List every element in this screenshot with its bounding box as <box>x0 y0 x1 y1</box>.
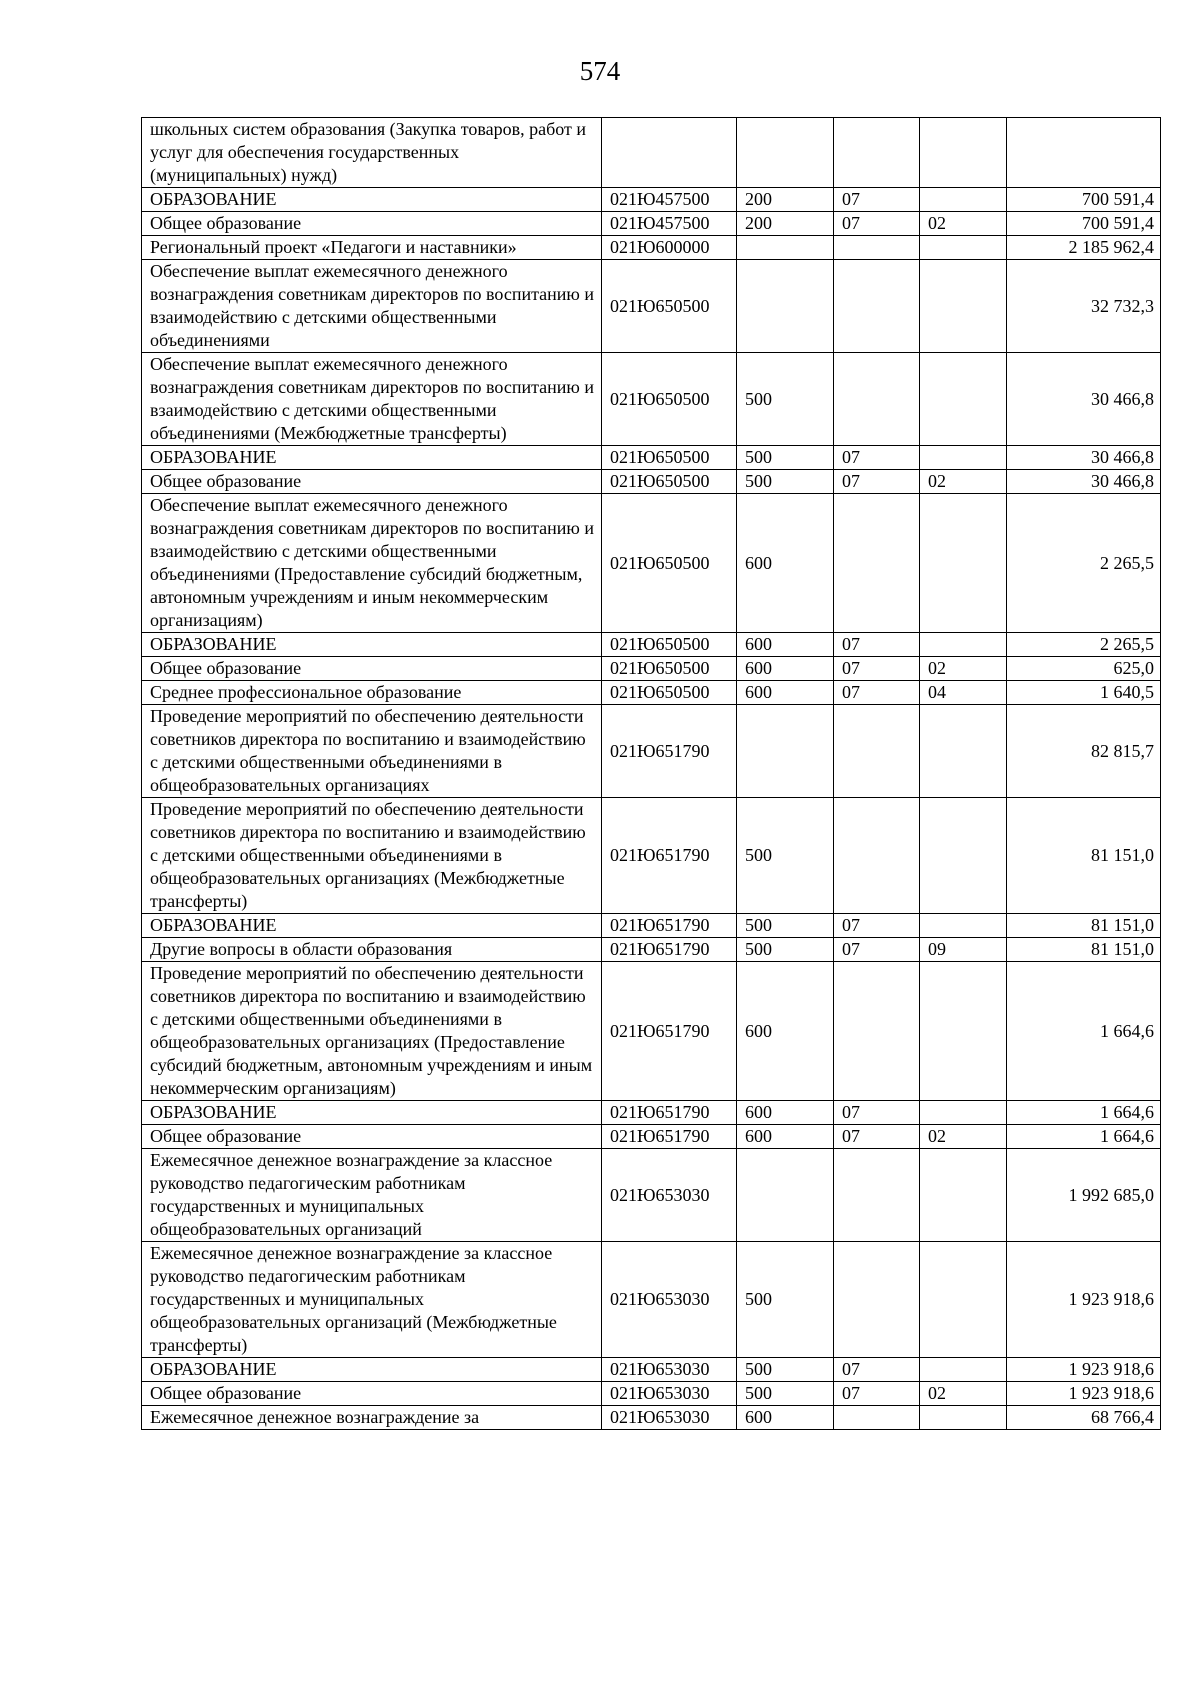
section-cell: 07 <box>834 633 920 657</box>
expense-type-cell: 600 <box>737 633 834 657</box>
expense-type-cell: 500 <box>737 470 834 494</box>
subsection-cell <box>920 633 1007 657</box>
name-cell: Общее образование <box>142 212 602 236</box>
subsection-cell <box>920 1101 1007 1125</box>
table-row <box>142 1406 1161 1430</box>
code-cell: 021Ю651790 <box>602 938 737 962</box>
name-cell: ОБРАЗОВАНИЕ <box>142 188 602 212</box>
subsection-cell <box>920 914 1007 938</box>
section-cell <box>834 705 920 798</box>
subsection-cell: 02 <box>920 1125 1007 1149</box>
table-row <box>142 188 1161 212</box>
section-cell: 07 <box>834 1125 920 1149</box>
table-row <box>142 118 1161 188</box>
name-cell: Обеспечение выплат ежемесячного денежного вознаграждения советникам директоров по воспитанию и взаимодействию с детскими общественными объединениями <box>142 260 602 353</box>
expense-type-cell: 500 <box>737 938 834 962</box>
amount-cell: 1 923 918,6 <box>1007 1358 1161 1382</box>
table-row <box>142 681 1161 705</box>
expense-type-cell: 500 <box>737 1358 834 1382</box>
section-cell: 07 <box>834 681 920 705</box>
expense-type-cell: 200 <box>737 188 834 212</box>
subsection-cell <box>920 1358 1007 1382</box>
expense-type-cell: 600 <box>737 494 834 633</box>
expense-type-cell: 600 <box>737 1101 834 1125</box>
subsection-cell <box>920 1242 1007 1358</box>
name-cell: Общее образование <box>142 470 602 494</box>
section-cell: 07 <box>834 212 920 236</box>
name-cell: ОБРАЗОВАНИЕ <box>142 633 602 657</box>
table-row <box>142 938 1161 962</box>
table-row <box>142 633 1161 657</box>
table-row <box>142 705 1161 798</box>
section-cell <box>834 353 920 446</box>
table-row <box>142 236 1161 260</box>
amount-cell: 700 591,4 <box>1007 188 1161 212</box>
table-row <box>142 353 1161 446</box>
budget-table-body <box>142 118 1161 1430</box>
name-cell: Ежемесячное денежное вознаграждение за классное руководство педагогическим работникам государственных и муниципальных общеобразовательных организаций (Межбюджетные трансферты) <box>142 1242 602 1358</box>
amount-cell: 81 151,0 <box>1007 798 1161 914</box>
name-cell: Региональный проект «Педагоги и наставники» <box>142 236 602 260</box>
section-cell <box>834 260 920 353</box>
amount-cell: 68 766,4 <box>1007 1406 1161 1430</box>
code-cell: 021Ю651790 <box>602 1125 737 1149</box>
table-row <box>142 798 1161 914</box>
amount-cell: 1 664,6 <box>1007 1125 1161 1149</box>
name-cell: Общее образование <box>142 1382 602 1406</box>
table-row <box>142 470 1161 494</box>
name-cell: Обеспечение выплат ежемесячного денежного вознаграждения советникам директоров по воспитанию и взаимодействию с детскими общественными объединениями (Предоставление субсидий бюджетным, автономным учреждениям и иным некоммерческим организациям) <box>142 494 602 633</box>
table-row <box>142 494 1161 633</box>
name-cell: Ежемесячное денежное вознаграждение за классное руководство педагогическим работникам государственных и муниципальных общеобразовательных организаций <box>142 1149 602 1242</box>
code-cell: 021Ю653030 <box>602 1149 737 1242</box>
section-cell: 07 <box>834 188 920 212</box>
code-cell: 021Ю651790 <box>602 1101 737 1125</box>
amount-cell: 1 640,5 <box>1007 681 1161 705</box>
expense-type-cell: 200 <box>737 212 834 236</box>
subsection-cell: 02 <box>920 470 1007 494</box>
table-row <box>142 1382 1161 1406</box>
expense-type-cell: 600 <box>737 1125 834 1149</box>
table-row <box>142 1125 1161 1149</box>
amount-cell: 1 992 685,0 <box>1007 1149 1161 1242</box>
subsection-cell <box>920 446 1007 470</box>
page-number: 574 <box>579 56 621 86</box>
table-row <box>142 962 1161 1101</box>
subsection-cell <box>920 705 1007 798</box>
code-cell <box>602 118 737 188</box>
code-cell: 021Ю600000 <box>602 236 737 260</box>
section-cell: 07 <box>834 1101 920 1125</box>
expense-type-cell: 600 <box>737 1406 834 1430</box>
name-cell: ОБРАЗОВАНИЕ <box>142 1358 602 1382</box>
section-cell: 07 <box>834 1382 920 1406</box>
name-cell: Общее образование <box>142 1125 602 1149</box>
table-row <box>142 914 1161 938</box>
section-cell: 07 <box>834 446 920 470</box>
expense-type-cell <box>737 118 834 188</box>
subsection-cell <box>920 798 1007 914</box>
amount-cell: 30 466,8 <box>1007 353 1161 446</box>
code-cell: 021Ю650500 <box>602 470 737 494</box>
code-cell: 021Ю650500 <box>602 260 737 353</box>
name-cell: Проведение мероприятий по обеспечению деятельности советников директора по воспитанию и взаимодействию с детскими общественными объединениями в общеобразовательных организациях (Межбюджетные трансферты) <box>142 798 602 914</box>
code-cell: 021Ю457500 <box>602 188 737 212</box>
section-cell <box>834 118 920 188</box>
subsection-cell <box>920 1149 1007 1242</box>
expense-type-cell: 500 <box>737 353 834 446</box>
section-cell <box>834 1149 920 1242</box>
code-cell: 021Ю650500 <box>602 446 737 470</box>
subsection-cell <box>920 118 1007 188</box>
code-cell: 021Ю651790 <box>602 962 737 1101</box>
amount-cell: 2 185 962,4 <box>1007 236 1161 260</box>
name-cell: Обеспечение выплат ежемесячного денежного вознаграждения советникам директоров по воспитанию и взаимодействию с детскими общественными объединениями (Межбюджетные трансферты) <box>142 353 602 446</box>
code-cell: 021Ю653030 <box>602 1358 737 1382</box>
section-cell <box>834 236 920 260</box>
code-cell: 021Ю653030 <box>602 1242 737 1358</box>
table-row <box>142 1358 1161 1382</box>
code-cell: 021Ю651790 <box>602 798 737 914</box>
expense-type-cell: 600 <box>737 962 834 1101</box>
code-cell: 021Ю650500 <box>602 494 737 633</box>
expense-type-cell: 500 <box>737 1382 834 1406</box>
table-row <box>142 260 1161 353</box>
subsection-cell <box>920 962 1007 1101</box>
table-row <box>142 446 1161 470</box>
name-cell: ОБРАЗОВАНИЕ <box>142 914 602 938</box>
section-cell <box>834 1242 920 1358</box>
budget-table <box>141 117 1161 1430</box>
subsection-cell: 09 <box>920 938 1007 962</box>
amount-cell: 1 664,6 <box>1007 1101 1161 1125</box>
subsection-cell: 02 <box>920 657 1007 681</box>
amount-cell: 82 815,7 <box>1007 705 1161 798</box>
expense-type-cell: 600 <box>737 681 834 705</box>
code-cell: 021Ю653030 <box>602 1406 737 1430</box>
code-cell: 021Ю651790 <box>602 705 737 798</box>
section-cell <box>834 798 920 914</box>
amount-cell: 2 265,5 <box>1007 494 1161 633</box>
subsection-cell <box>920 260 1007 353</box>
amount-cell: 2 265,5 <box>1007 633 1161 657</box>
expense-type-cell <box>737 236 834 260</box>
code-cell: 021Ю650500 <box>602 633 737 657</box>
table-row <box>142 657 1161 681</box>
section-cell <box>834 1406 920 1430</box>
expense-type-cell <box>737 1149 834 1242</box>
expense-type-cell: 500 <box>737 914 834 938</box>
amount-cell: 32 732,3 <box>1007 260 1161 353</box>
expense-type-cell: 500 <box>737 798 834 914</box>
amount-cell <box>1007 118 1161 188</box>
name-cell: Ежемесячное денежное вознаграждение за <box>142 1406 602 1430</box>
section-cell: 07 <box>834 914 920 938</box>
name-cell: Проведение мероприятий по обеспечению деятельности советников директора по воспитанию и взаимодействию с детскими общественными объединениями в общеобразовательных организациях <box>142 705 602 798</box>
code-cell: 021Ю650500 <box>602 681 737 705</box>
expense-type-cell: 500 <box>737 1242 834 1358</box>
subsection-cell: 02 <box>920 212 1007 236</box>
subsection-cell <box>920 494 1007 633</box>
table-row <box>142 1149 1161 1242</box>
code-cell: 021Ю457500 <box>602 212 737 236</box>
amount-cell: 1 923 918,6 <box>1007 1382 1161 1406</box>
expense-type-cell <box>737 260 834 353</box>
name-cell: Среднее профессиональное образование <box>142 681 602 705</box>
amount-cell: 81 151,0 <box>1007 914 1161 938</box>
code-cell: 021Ю653030 <box>602 1382 737 1406</box>
code-cell: 021Ю650500 <box>602 353 737 446</box>
code-cell: 021Ю650500 <box>602 657 737 681</box>
expense-type-cell: 500 <box>737 446 834 470</box>
subsection-cell <box>920 188 1007 212</box>
section-cell: 07 <box>834 938 920 962</box>
code-cell: 021Ю651790 <box>602 914 737 938</box>
subsection-cell <box>920 1406 1007 1430</box>
subsection-cell <box>920 353 1007 446</box>
amount-cell: 1 664,6 <box>1007 962 1161 1101</box>
name-cell: Проведение мероприятий по обеспечению деятельности советников директора по воспитанию и взаимодействию с детскими общественными объединениями в общеобразовательных организациях (Предоставление субсидий бюджетным, автономным учреждениям и иным некоммерческим организациям) <box>142 962 602 1101</box>
subsection-cell: 04 <box>920 681 1007 705</box>
section-cell <box>834 962 920 1101</box>
expense-type-cell <box>737 705 834 798</box>
amount-cell: 700 591,4 <box>1007 212 1161 236</box>
subsection-cell: 02 <box>920 1382 1007 1406</box>
amount-cell: 30 466,8 <box>1007 470 1161 494</box>
name-cell: ОБРАЗОВАНИЕ <box>142 1101 602 1125</box>
amount-cell: 81 151,0 <box>1007 938 1161 962</box>
section-cell: 07 <box>834 470 920 494</box>
table-row <box>142 212 1161 236</box>
name-cell: Общее образование <box>142 657 602 681</box>
expense-type-cell: 600 <box>737 657 834 681</box>
table-row <box>142 1242 1161 1358</box>
amount-cell: 625,0 <box>1007 657 1161 681</box>
amount-cell: 30 466,8 <box>1007 446 1161 470</box>
amount-cell: 1 923 918,6 <box>1007 1242 1161 1358</box>
subsection-cell <box>920 236 1007 260</box>
section-cell <box>834 494 920 633</box>
name-cell: Другие вопросы в области образования <box>142 938 602 962</box>
section-cell: 07 <box>834 657 920 681</box>
name-cell: школьных систем образования (Закупка товаров, работ и услуг для обеспечения государственных (муниципальных) нужд) <box>142 118 602 188</box>
name-cell: ОБРАЗОВАНИЕ <box>142 446 602 470</box>
table-row <box>142 1101 1161 1125</box>
section-cell: 07 <box>834 1358 920 1382</box>
